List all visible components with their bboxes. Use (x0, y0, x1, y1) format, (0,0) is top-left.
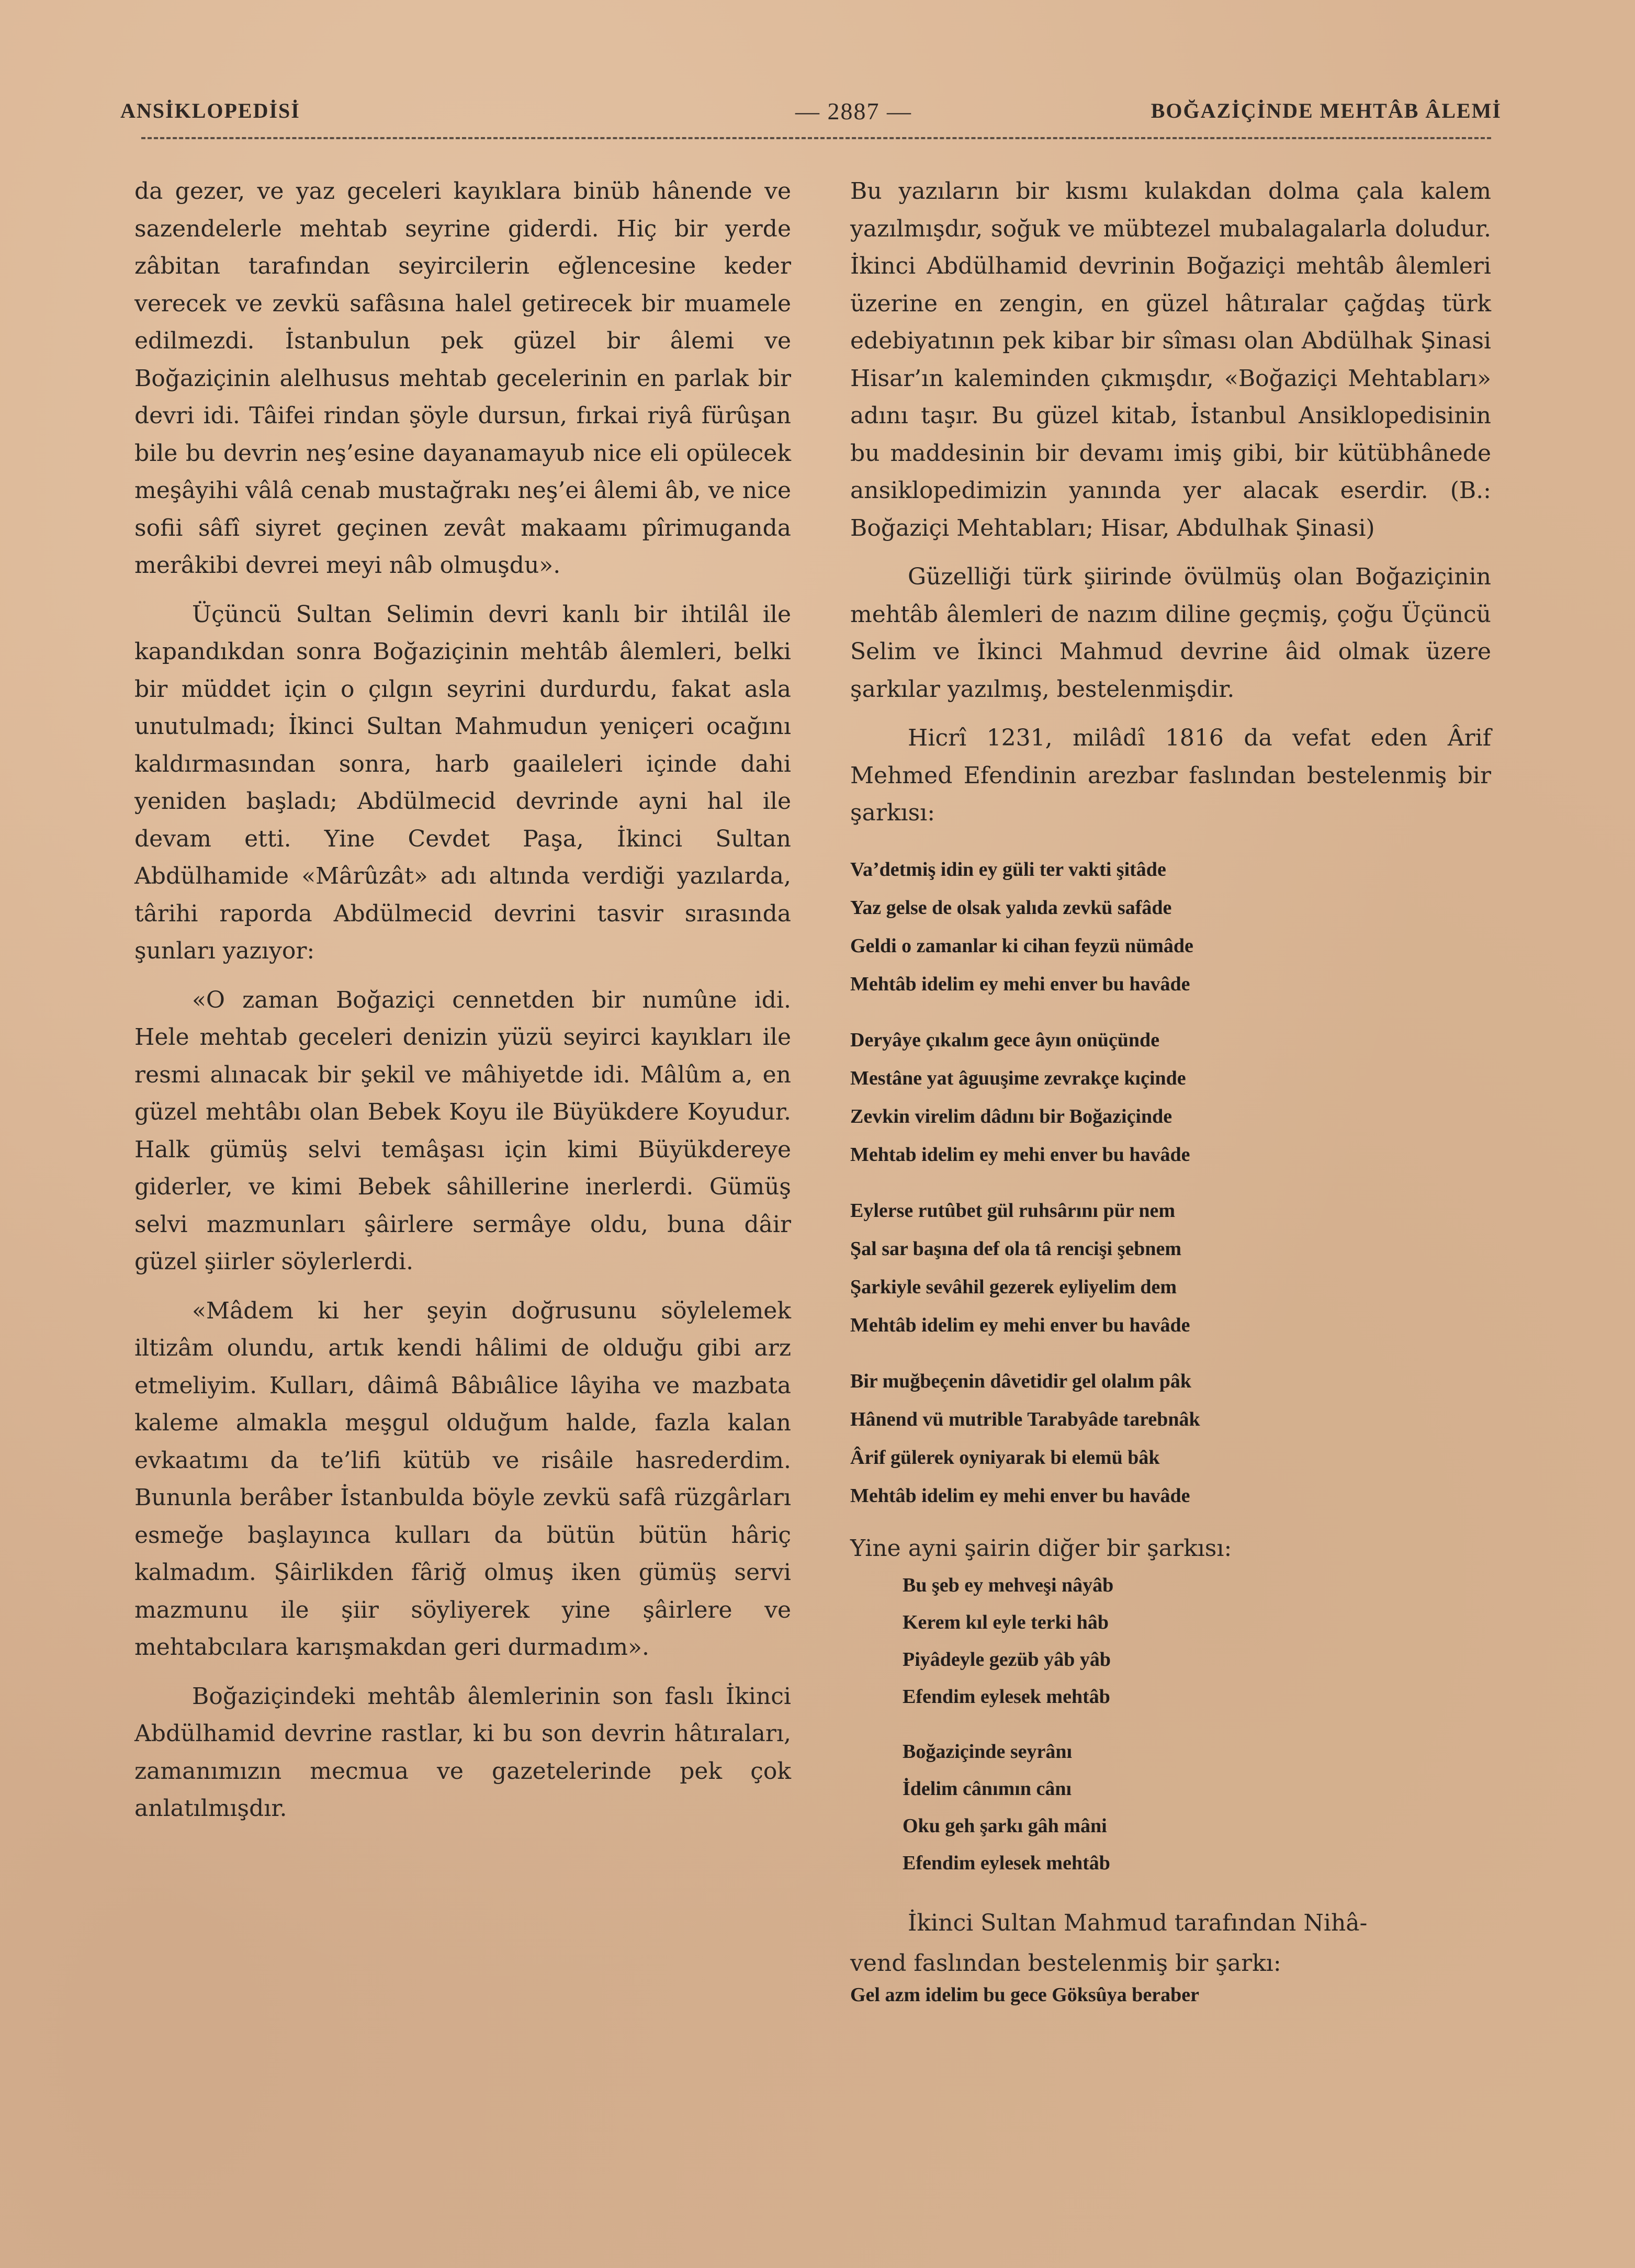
verse-line: Geldi o zamanlar ki cihan feyzü nümâde (850, 934, 1193, 957)
stanza (850, 1362, 1491, 1515)
stanza (850, 1021, 1491, 1174)
paragraph: Hicrî 1231, milâdî 1816 da vefat eden Ârif Mehmed Efendinin arezbar faslından bestelenmiş bir şarkısı: (850, 725, 1491, 826)
verse-line: Şarkiyle sevâhil gezerek eyliyelim dem (850, 1276, 1177, 1298)
song-arif-mehmed (850, 851, 1491, 1515)
quote-paragraph: «Mâdem ki her şeyin doğrusunu söylelemek iltizâm olundu, artık kendi hâlimi de olduğu gibi arz etmeliyim. Kulları, dâimâ Bâbıâlice lâyiha ve mazbata kaleme almakla meşgul olduğum halde, fazla kalan evkaatımı da te’lifi kütüb ve risâile hasrederdim. Bununla berâber İstanbulda böyle zevkü safâ rüzgârları esmeğe başlayınca kulları da bütün bütün hâriç kalmadım. Şâirlikden fâriğ olmuş iken gümüş servi mazmunu ile şiir söyliyerek yine şâirlere ve mehtabcılara karışmakdan geri durmadım». (134, 1297, 791, 1661)
verse-line: Efendim eylesek mehtâb (903, 1852, 1110, 1874)
song-intro: İkinci Sultan Mahmud tarafından Nihâ- (908, 1910, 1368, 1936)
stanza (850, 1192, 1491, 1345)
paragraph: Üçüncü Sultan Selimin devri kanlı bir ihtilâl ile kapandıkdan sonra Boğaziçinin mehtâb âlemleri, belki bir müddet için o çılgın seyrini durdurdu, fakat asla unutulmadı; İkinci Sultan Mahmudun yeniçeri ocağını kaldırmasından sonra, harb gaaileleri içinde dahi yeniden başladı; Abdülmecid devrinde ayni hal ile devam etti. Yine Cevdet Paşa, İkinci Sultan Abdülhamide «Mârûzât» adı altında verdiği yazılarda, târihi raporda Abdülmecid devrini tasvir sırasında şunları yazıyor: (134, 601, 791, 964)
header-divider (141, 137, 1491, 139)
verse-line: Boğaziçinde seyrânı (903, 1741, 1073, 1763)
verse-line: Gel azm idelim bu gece Göksûya beraber (850, 1984, 1200, 2006)
paragraph: Boğaziçindeki mehtâb âlemlerinin son faslı İkinci Abdülhamid devrine rastlar, ki bu son devrin hâtıraları, zamanımızın mecmua ve gazetelerinde pek çok anlatılmışdır. (134, 1683, 791, 1822)
header-article-title: BOĞAZİÇİNDE MEHTÂB ÂLEMİ (1151, 99, 1502, 122)
verse-line: Mestâne yat âguuşime zevrakçe kıçinde (850, 1067, 1186, 1089)
stanza (850, 1567, 1491, 1716)
paragraph: Güzelliği türk şiirinde övülmüş olan Boğaziçinin mehtâb âlemleri de nazım diline geçmiş, çoğu Üçüncü Selim ve İkinci Mahmud devrine âid olmak üzere şarkılar yazılmış, bestelenmişdir. (850, 563, 1491, 703)
verse-line: Ârif gülerek oyniyarak bi elemü bâk (850, 1446, 1160, 1469)
header-encyclopedia-title: ANSİKLOPEDİSİ (120, 99, 300, 122)
quote-paragraph: «O zaman Boğaziçi cennetden bir numûne idi. Hele mehtab geceleri denizin yüzü seyirci kayıkları ile resmi alınacak bir şekil ve mâhiyetde idi. Mâlûm a, en güzel mehtâbı olan Bebek Koyu ile Büyükdere Koyudur. Halk gümüş selvi temâşası için kimi Büyükdereye giderler, ve kimi Bebek sâhillerine inerlerdi. Gümüş selvi mazmunları şâirlere sermâye oldu, buna dâir güzel şiirler söylerlerdi. (134, 986, 791, 1275)
paragraph: Bu yazıların bir kısmı kulakdan dolma çala kalem yazılmışdır, soğuk ve mübtezel mubalagalarla doludur. İkinci Abdülhamid devrinin Boğaziçi mehtâb âlemleri üzerine en zengin, en güzel hâtıralar çağdaş türk edebiyatının pek kibar bir sîması olan Abdülhak Şinasi Hisar’ın kaleminden çıkmışdır, «Boğaziçi Mehtabları» adını taşır. Bu güzel kitab, İstanbul Ansiklopedisinin bu maddesinin bir devamı imiş gibi, bir kütübhânede ansiklopedimizin yanında yer alacak eserdir. (B.: Boğaziçi Mehtabları; Hisar, Abdulhak Şinasi) (850, 178, 1491, 541)
stanza (850, 1733, 1491, 1882)
verse-line: Piyâdeyle gezüb yâb yâb (903, 1649, 1111, 1671)
verse-line: Kerem kıl eyle terki hâb (903, 1611, 1109, 1633)
verse-line: Mehtâb idelim ey mehi enver bu havâde (850, 1314, 1190, 1336)
song-intro: Yine ayni şairin diğer bir şarkısı: (850, 1534, 1232, 1562)
verse-line: Eylerse rutûbet gül ruhsârını pür nem (850, 1199, 1176, 1222)
verse-line: Mehtab idelim ey mehi enver bu havâde (850, 1143, 1190, 1166)
verse-line: Bu şeb ey mehveşi nâyâb (903, 1574, 1114, 1596)
verse-line: Zevkin virelim dâdını bir Boğaziçinde (850, 1105, 1172, 1127)
verse-line: Şal sar başına def ola tâ rencişi şebnem (850, 1237, 1182, 1260)
right-column (850, 173, 1491, 2010)
verse-line: Yaz gelse de olsak yalıda zevkü safâde (850, 896, 1172, 919)
verse-line: İdelim cânımın cânı (903, 1778, 1072, 1800)
stanza (850, 851, 1491, 1003)
verse-line: Hânend vü mutrible Tarabyâde tarebnâk (850, 1408, 1200, 1430)
verse-line: Oku geh şarkı gâh mâni (903, 1815, 1107, 1837)
running-header (120, 92, 1502, 123)
left-column (134, 173, 791, 1827)
verse-line: Va’detmiş idin ey güli ter vakti şitâde (850, 858, 1166, 881)
verse-line: Mehtâb idelim ey mehi enver bu havâde (850, 973, 1190, 995)
verse-line: Mehtâb idelim ey mehi enver bu havâde (850, 1484, 1190, 1507)
verse-line: Efendim eylesek mehtâb (903, 1686, 1110, 1708)
verse-line: Bir muğbeçenin dâvetidir gel olalım pâk (850, 1370, 1192, 1392)
verse-line: Deryâye çıkalım gece âyın onüçünde (850, 1029, 1160, 1051)
paragraph: da gezer, ve yaz geceleri kayıklara binüb hânende ve sazendelerle mehtab seyrine giderdi. Hiç bir yerde zâbitan tarafından seyircilerin eğlencesine keder verecek ve zevkü safâsına halel getirecek bir muamele edilmezdi. İstanbulun pek güzel bir âlemi ve Boğaziçinin alelhusus mehtab gecelerinin en parlak bir devri idi. Tâifei rindan şöyle dursun, fırkai riyâ fürûşan bile bu devrin neş’esine dayanamayub nice eli opülecek meşâyihi vâlâ cenab mustağrakı neş’ei âlemi âb, ve nice sofii sâfî siyret geçinen zevât makaamı pîrimuganda merâkibi devrei meyi nâb olmuşdu». (134, 178, 791, 579)
page-number: — 2887 — (795, 98, 912, 125)
song-second (850, 1567, 1491, 1882)
song-intro: vend faslından bestelenmiş bir şarkı: (850, 1950, 1281, 1977)
